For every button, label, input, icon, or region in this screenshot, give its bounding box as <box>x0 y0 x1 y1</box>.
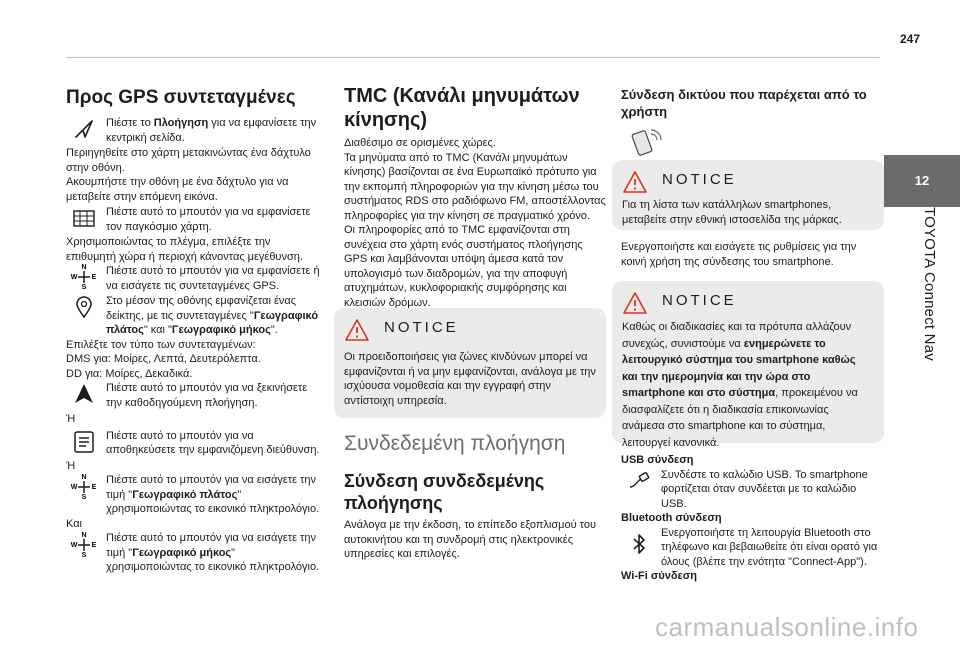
notice-label: NOTICE <box>662 171 737 188</box>
text: Πιέστε αυτό το μπουτόν για να εμφανίσετε τον παγκόσμιο χάρτη. <box>106 206 311 233</box>
longitude-step <box>66 531 322 575</box>
start-nav-step <box>66 381 322 411</box>
notice-label: NOTICE <box>384 319 459 336</box>
usb-step <box>621 468 883 512</box>
column-network <box>621 86 883 163</box>
navigation-arrow-icon <box>72 117 96 141</box>
paragraph: DD για: Μοίρες, Δεκαδικά. <box>66 367 193 380</box>
bluetooth-step <box>621 526 883 570</box>
text: , προκειμένου να διασφαλίζετε ότι η διαδικασία επικοινωνίας ανάμεσα στο smartphone και το σύστημα, λειτουργεί κανονικά. <box>622 387 858 449</box>
text: " χρησιμοποιώντας το εικονικό πληκτρολόγιο. <box>106 488 320 515</box>
location-pin-icon <box>72 295 96 319</box>
notice-text <box>622 319 874 451</box>
latitude-term: Γεωγραφικό πλάτος <box>132 488 238 501</box>
or-text: Ή <box>66 413 76 425</box>
compass-n: N <box>81 474 87 481</box>
text: Στο μέσον της οθόνης εμφανίζεται ένας δείκτης, με τις συντεταγμένες " <box>106 295 297 322</box>
text: Ενεργοποιήστε τη λειτουργία Bluetooth στο τηλέφωνο και βεβαιωθείτε ότι είναι ορατό για όλους (βλέπε την ενότητα "Connect-App"). <box>661 526 878 568</box>
text: Πιέστε αυτό το μπουτόν για να ξεκινήσετε την καθοδηγούμενη πλοήγηση. <box>106 382 308 409</box>
compass-w: W <box>70 274 78 281</box>
nav-step <box>66 116 322 146</box>
notice-header <box>622 291 882 317</box>
text: Συνδέστε το καλώδιο USB. Το smartphone φορτίζεται όταν συνδέεται με το καλώδιο USB. <box>661 468 868 510</box>
or-text: Ή <box>66 459 76 472</box>
compass-e: E <box>91 274 97 281</box>
warning-icon <box>622 291 648 315</box>
text: Καθώς οι διαδικασίες και τα πρότυπα αλλάζουν συνεχώς, συνιστούμε να <box>622 321 852 350</box>
compass-w: W <box>70 542 78 549</box>
paragraph: Οι πληροφορίες από το TMC εμφανίζονται στη συνέχεια στο χάρτη ενός συστήματος πλοήγησης GPS και λαμβάνονται υπόψη άμεσα κατά τον υπολογισμό των διαδρομών, για την αποφυγή ατυχημάτων, κυκλοφοριακής συμφόρησης και κλεισιών δρόμων. <box>344 224 583 309</box>
compass-icon <box>72 262 96 290</box>
notice-text: Οι προειδοποιήσεις για ζώνες κινδύνων μπορεί να εμφανίζονται ή να μην εμφανίζονται, ανάλογα με την ισχύουσα νομοθεσία και την εγγραφή στην αντίστοιχη υπηρεσία. <box>344 351 596 407</box>
notice-header <box>622 170 882 196</box>
longitude-term: Γεωγραφικό μήκος <box>171 324 271 336</box>
page-number: 247 <box>899 32 920 46</box>
compass-n: N <box>81 264 87 271</box>
compass-icon <box>72 472 96 500</box>
compass-s: S <box>81 552 87 559</box>
column-connections <box>621 453 883 584</box>
latitude-term: Γεωγραφικό πλάτος <box>106 309 319 336</box>
usb-cable-icon <box>627 469 651 493</box>
notice-box-update <box>612 281 884 449</box>
paragraph: Περιηγηθείτε στο χάρτη μετακινώντας ένα δάχτυλο στην οθόνη. <box>66 147 311 174</box>
notice-text: Για τη λίστα των κατάλληλων smartphones, μεταβείτε στην εθνική ιστοσελίδα της μάρκας. <box>622 199 842 226</box>
compass-s: S <box>81 494 87 501</box>
save-address-step <box>66 429 322 459</box>
latitude-step <box>66 473 322 517</box>
compass-icon <box>72 530 96 558</box>
paragraph: Ανάλογα με την έκδοση, το επίπεδο εξοπλισμού του αυτοκινήτου και τη συνδρομή στις ηλεκτρονικές υπηρεσίες και επιλογές. <box>344 519 596 560</box>
text: Πιέστε αυτό το μπουτόν για να εμφανίσετε ή να εισάγετε τις συντεταγμένες GPS. <box>106 265 320 292</box>
text: Πιέστε αυτό το μπουτόν για να εισάγετε την τιμή " <box>106 474 317 501</box>
text: " χρησιμοποιώντας το εικονικό πληκτρολόγιο. <box>106 546 320 573</box>
paragraph: Ακουμπήστε την οθόνη με ένα δάχτυλο για να μεταβείτε στην επόμενη εικόνα. <box>66 176 289 203</box>
compass-n: N <box>81 532 87 539</box>
usb-heading: USB σύνδεση <box>621 454 694 466</box>
network-heading: Σύνδεση δικτύου που παρέχεται από το χρήστη <box>621 87 867 119</box>
update-advice: ενημερώνετε το λειτουργικό σύστημα του smartphone καθώς και την ημερομηνία και την ώρα στο smartphone και στο σύστημα <box>622 337 856 399</box>
compass-s: S <box>81 284 87 291</box>
bluetooth-heading: Bluetooth σύνδεση <box>621 512 722 524</box>
longitude-term: Γεωγραφικό μήκος <box>132 546 232 559</box>
save-address-icon <box>72 430 96 454</box>
column-gps <box>66 86 322 575</box>
gps-heading: Προς GPS συντεταγμένες <box>66 87 296 108</box>
nav-term: Πλοήγηση <box>153 117 209 129</box>
gps-coords-step <box>66 264 322 294</box>
wifi-heading: Wi-Fi σύνδεση <box>621 570 698 582</box>
compass-e: E <box>91 542 97 549</box>
connected-nav-heading: Σύνδεση συνδεδεμένης πλοήγησης <box>344 471 545 513</box>
smartphone-connection-icon <box>625 128 665 158</box>
watermark: carmanualsonline.info <box>655 612 919 642</box>
notice-header <box>344 318 604 344</box>
warning-icon <box>344 318 370 342</box>
section-title: Συνδεδεμένη πλοήγηση <box>344 432 566 455</box>
paragraph: Χρησιμοποιώντας το πλέγμα, επιλέξτε την επιθυμητή χώρα ή περιοχή κάνοντας μεγέθυνση. <box>66 236 303 263</box>
chapter-side-label <box>884 207 960 587</box>
world-map-icon <box>72 206 96 230</box>
text: Πιέστε αυτό το μπουτόν για να εισάγετε την τιμή " <box>106 532 317 559</box>
pointer-step <box>66 294 322 338</box>
compass-e: E <box>91 484 97 491</box>
text: Πιέστε αυτό το μπουτόν για να αποθηκεύσετε την εμφανιζόμενη διεύθυνση. <box>106 429 320 456</box>
paragraph: Επιλέξτε τον τύπο των συντεταγμένων: <box>66 338 256 351</box>
notice-label: NOTICE <box>662 292 737 309</box>
guidance-arrow-icon <box>72 382 96 406</box>
and-text: Και <box>66 517 83 530</box>
compass-w: W <box>70 484 78 491</box>
text: " και " <box>143 324 172 336</box>
paragraph: Τα μηνύματα από το TMC (Κανάλι μηνυμάτων κίνησης) βασίζονται σε ένα Ευρωπαϊκό πρότυπο για την εκπομπή πληροφοριών για την κίνηση μέσω του συστήματος RDS στο ραδιόφωνο FM, αποστέλλοντας πληροφορίες για την κίνηση σε πραγματικό χρόνο. <box>344 151 606 222</box>
paragraph: Διαθέσιμο σε ορισμένες χώρες. <box>344 137 496 149</box>
chapter-tab: 12 <box>884 155 960 207</box>
text: Πιέστε το <box>106 117 154 129</box>
top-rule <box>66 57 879 58</box>
world-map-step <box>66 205 322 235</box>
paragraph: DMS για: Μοίρες, Λεπτά, Δευτερόλεπτα. <box>66 353 261 365</box>
tmc-heading: TMC (Κανάλι μηνυμάτων κίνησης) <box>344 85 580 131</box>
notice-box-smartphones <box>612 160 884 230</box>
paragraph: Ενεργοποιήστε και εισάγετε τις ρυθμίσεις για την κοινή χρήση της σύνδεσης του smartphone. <box>621 241 857 268</box>
notice-box-tmc <box>334 308 606 418</box>
text: για να εμφανίσετε την κεντρική σελίδα. <box>106 117 317 144</box>
text: ". <box>270 324 278 336</box>
warning-icon <box>622 170 648 194</box>
bluetooth-icon <box>627 532 651 556</box>
chapter-title: TOYOTA Connect Nav <box>921 207 938 361</box>
column-tmc <box>344 84 606 310</box>
column-connected <box>344 432 606 562</box>
